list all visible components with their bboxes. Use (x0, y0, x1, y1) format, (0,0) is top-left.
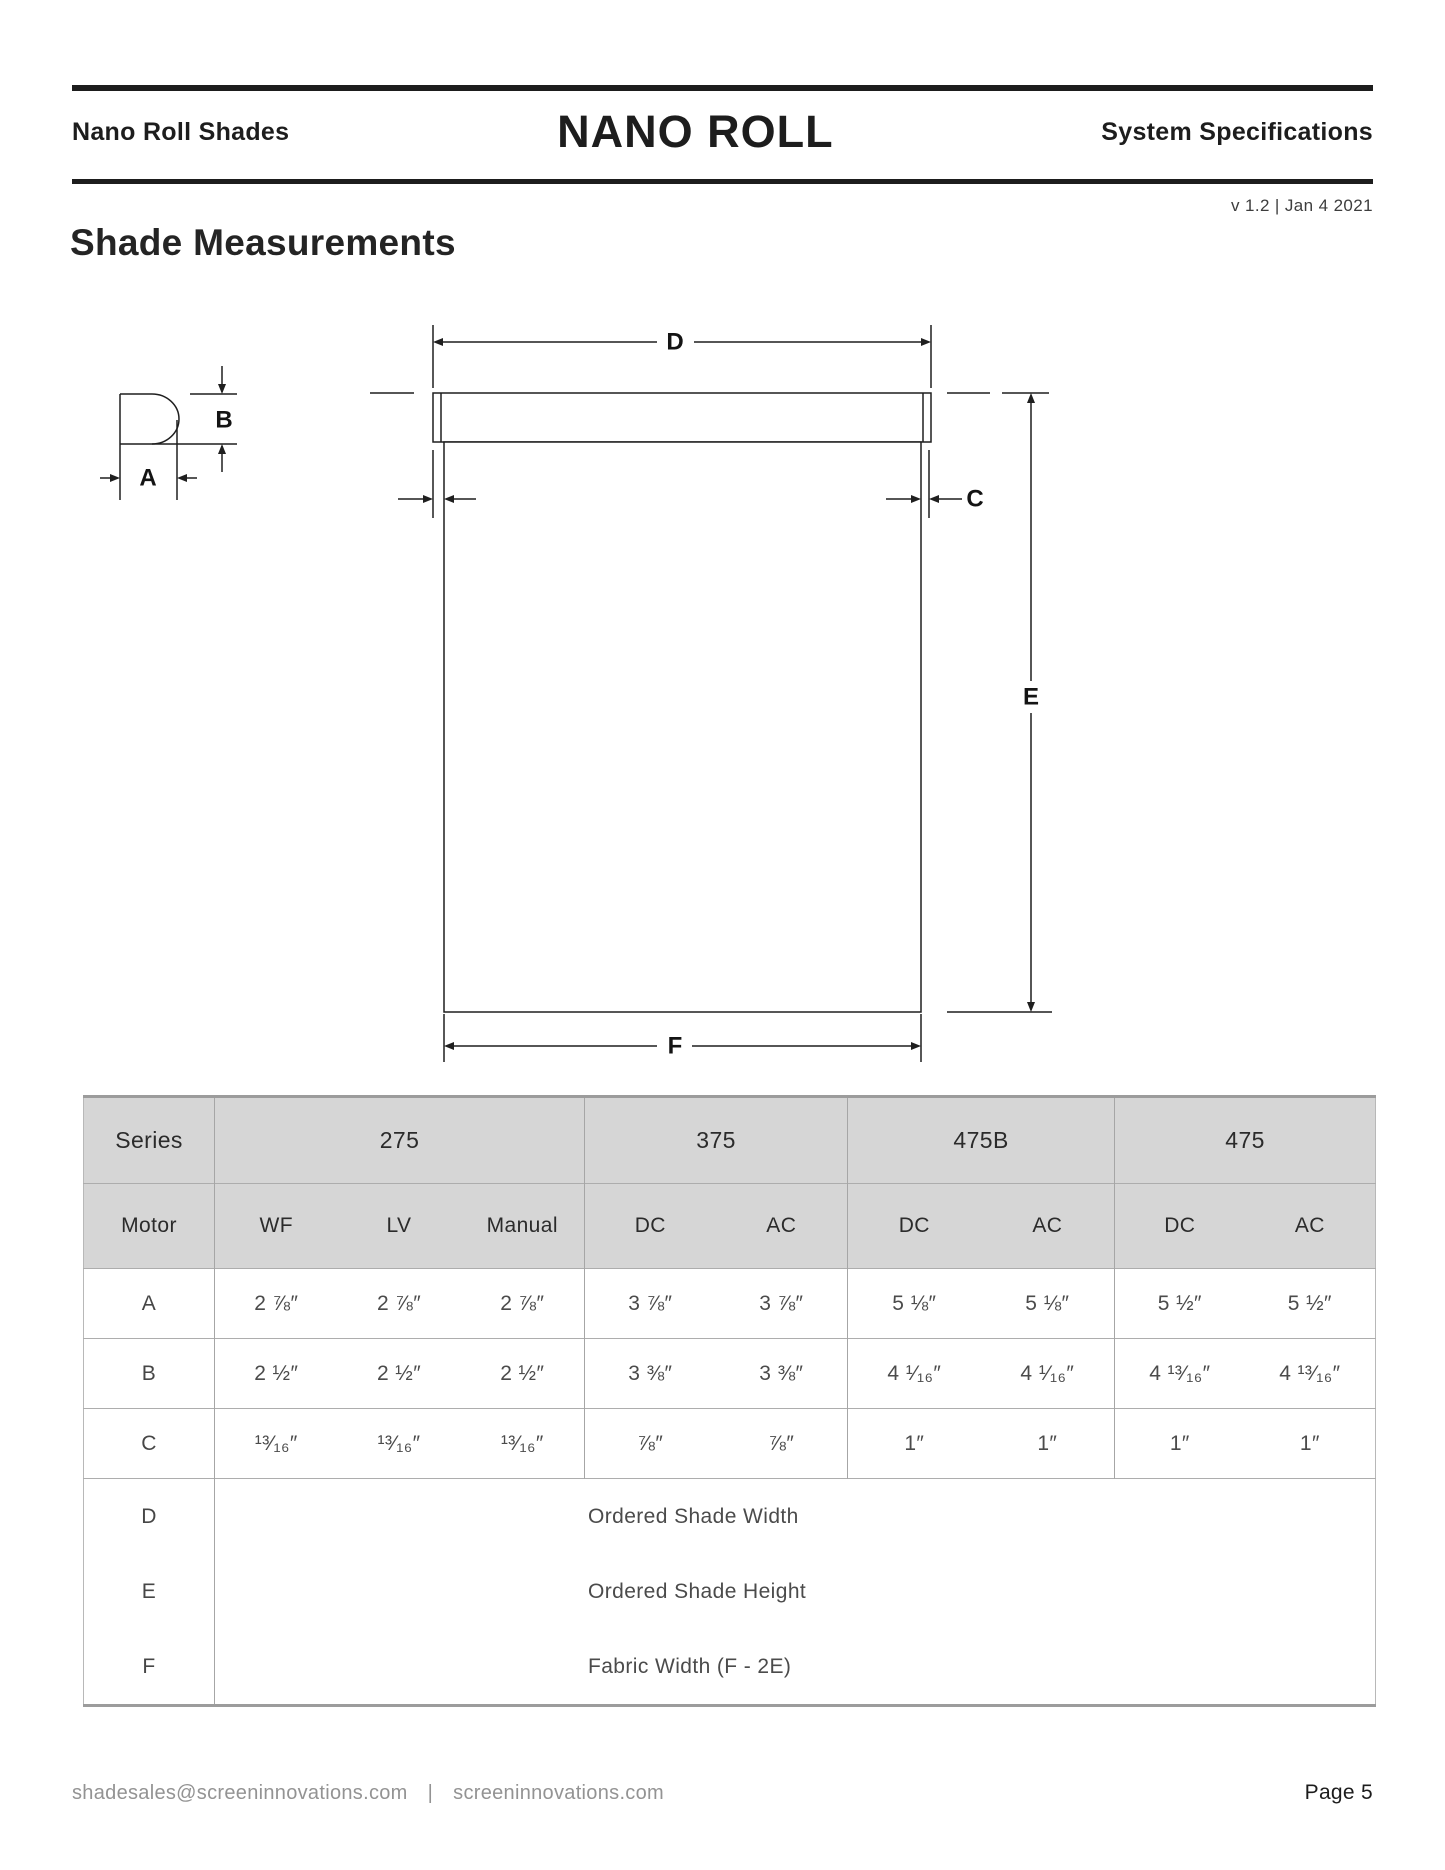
header-rule (72, 179, 1373, 184)
motor-375-DC: DC (585, 1184, 716, 1269)
dim-label-a: A (139, 464, 157, 492)
value-cell: 4 ¹⁄₁₆″ (981, 1339, 1115, 1409)
top-rule (72, 85, 1373, 91)
value-cell: 2 ⅞″ (338, 1269, 461, 1339)
spec-table-body (84, 1097, 1376, 1706)
page-header (72, 100, 1373, 164)
motor-275-Manual: Manual (461, 1184, 585, 1269)
measurement-row-C (84, 1409, 1376, 1479)
value-cell: 1″ (1115, 1409, 1245, 1479)
def-text-D: Ordered Shade Width (588, 1504, 799, 1528)
def-text-E: Ordered Shade Height (588, 1579, 807, 1603)
value-cell: 5 ⅛″ (981, 1269, 1115, 1339)
value-cell: 5 ½″ (1245, 1269, 1376, 1339)
row-label-C: C (84, 1409, 215, 1479)
value-cell: 1″ (981, 1409, 1115, 1479)
value-cell: 1″ (848, 1409, 981, 1479)
dim-label-c: C (966, 485, 984, 513)
value-cell: 4 ¹³⁄₁₆″ (1115, 1339, 1245, 1409)
def-label-D: D (141, 1504, 157, 1528)
dim-label-d: D (666, 328, 684, 356)
page-title: Shade Measurements (70, 222, 456, 263)
value-cell: 2 ⅞″ (215, 1269, 338, 1339)
logo-text: NANO ROLL (557, 106, 834, 157)
page-footer (72, 1781, 1373, 1805)
motor-475B-AC: AC (981, 1184, 1115, 1269)
motor-475-DC: DC (1115, 1184, 1245, 1269)
series-header-cell: Series (84, 1097, 215, 1184)
motor-275-WF: WF (215, 1184, 338, 1269)
page-number: Page 5 (1304, 1781, 1373, 1804)
def-label-F: F (142, 1654, 156, 1678)
value-cell: 4 ¹³⁄₁₆″ (1245, 1339, 1376, 1409)
value-cell: ¹³⁄₁₆″ (215, 1409, 338, 1479)
series-group-475B: 475B (848, 1097, 1115, 1184)
value-cell: 1″ (1245, 1409, 1376, 1479)
value-cell: 2 ⅞″ (461, 1269, 585, 1339)
series-header-row (84, 1097, 1376, 1184)
value-cell: 2 ½″ (215, 1339, 338, 1409)
def-text-F: Fabric Width (F - 2E) (588, 1654, 792, 1678)
value-cell: 3 ⅜″ (716, 1339, 848, 1409)
row-label-B: B (84, 1339, 215, 1409)
brand-text: Nano Roll Shades (72, 117, 290, 146)
motor-375-AC: AC (716, 1184, 848, 1269)
value-cell: ¹³⁄₁₆″ (461, 1409, 585, 1479)
definition-label-stack (84, 1479, 214, 1704)
motor-475-AC: AC (1245, 1184, 1376, 1269)
value-cell: 2 ½″ (461, 1339, 585, 1409)
motor-475B-DC: DC (848, 1184, 981, 1269)
measurement-row-A (84, 1269, 1376, 1339)
value-cell: 3 ⅞″ (585, 1269, 716, 1339)
version-text: v 1.2 | Jan 4 2021 (1230, 196, 1373, 215)
value-cell: ¹³⁄₁₆″ (338, 1409, 461, 1479)
def-label-E: E (141, 1579, 157, 1603)
footer-email: shadesales@screeninnovations.com (72, 1782, 408, 1804)
footer-contact (72, 1782, 664, 1805)
row-label-A: A (84, 1269, 215, 1339)
footer-separator: | (427, 1782, 434, 1804)
footer-website: screeninnovations.com (453, 1782, 664, 1804)
doc-type-text: System Specifications (1101, 117, 1373, 146)
dim-label-e: E (1022, 683, 1040, 711)
definition-label-col (84, 1479, 215, 1706)
value-cell: 5 ⅛″ (848, 1269, 981, 1339)
value-cell: ⅞″ (716, 1409, 848, 1479)
series-group-275: 275 (215, 1097, 585, 1184)
series-group-475: 475 (1115, 1097, 1376, 1184)
shade-measurement-diagram (72, 300, 1373, 1080)
definition-rows (84, 1479, 1376, 1706)
motor-header-row (84, 1184, 1376, 1269)
value-cell: 3 ⅜″ (585, 1339, 716, 1409)
spec-table (83, 1095, 1376, 1707)
value-cell: 2 ½″ (338, 1339, 461, 1409)
definition-text-col (215, 1479, 1376, 1706)
measurement-table (83, 1095, 1376, 1707)
value-cell: ⅞″ (585, 1409, 716, 1479)
series-group-375: 375 (585, 1097, 848, 1184)
diagram-lines (100, 325, 1052, 1062)
value-cell: 5 ½″ (1115, 1269, 1245, 1339)
value-cell: 3 ⅞″ (716, 1269, 848, 1339)
measurement-row-B (84, 1339, 1376, 1409)
value-cell: 4 ¹⁄₁₆″ (848, 1339, 981, 1409)
dim-label-f: F (667, 1032, 683, 1060)
motor-275-LV: LV (338, 1184, 461, 1269)
dim-label-b: B (215, 406, 233, 434)
definition-text-stack (215, 1479, 1375, 1704)
motor-header-cell: Motor (84, 1184, 215, 1269)
